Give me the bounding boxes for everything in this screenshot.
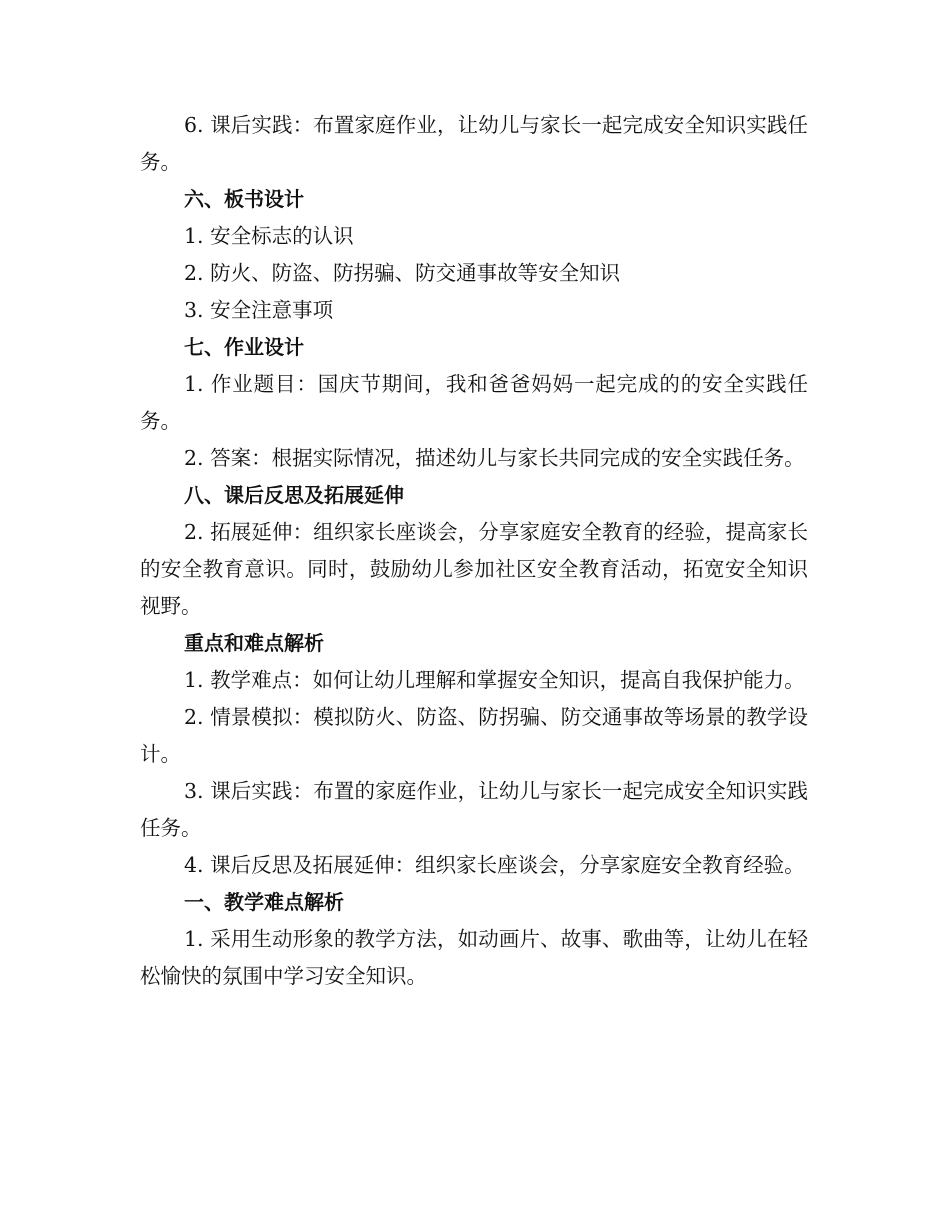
list-item: 2. 拓展延伸：组织家长座谈会，分享家庭安全教育的经验，提高家长的安全教育意识。同时，鼓励幼儿参加社区安全教育活动，拓宽安全知识视野。: [140, 520, 808, 618]
list-item: 4. 课后反思及拓展延伸：组织家长座谈会，分享家庭安全教育经验。: [184, 853, 805, 877]
heading-key-difficult-points: 重点和难点解析: [184, 631, 324, 655]
list-item: 3. 课后实践：布置的家庭作业，让幼儿与家长一起完成安全知识实践任务。: [140, 779, 808, 840]
list-item: 1. 采用生动形象的教学方法，如动画片、故事、歌曲等，让幼儿在轻松愉快的氛围中学习安全知识。: [140, 927, 808, 988]
heading-homework-design: 七、作业设计: [184, 335, 304, 359]
list-item: 3. 安全注意事项: [184, 298, 334, 322]
document-body: [140, 107, 808, 995]
heading-blackboard-design: 六、板书设计: [184, 187, 304, 211]
list-item: 2. 情景模拟：模拟防火、防盗、防拐骗、防交通事故等场景的教学设计。: [140, 705, 808, 766]
list-item: 1. 作业题目：国庆节期间，我和爸爸妈妈一起完成的的安全实践任务。: [140, 372, 808, 433]
list-item: 2. 答案：根据实际情况，描述幼儿与家长共同完成的安全实践任务。: [184, 446, 805, 470]
heading-teaching-difficulty-analysis: 一、教学难点解析: [184, 890, 344, 914]
list-item: 1. 安全标志的认识: [184, 224, 354, 248]
list-item: 1. 教学难点：如何让幼儿理解和掌握安全知识，提高自我保护能力。: [184, 668, 805, 692]
heading-reflection-extension: 八、课后反思及拓展延伸: [184, 483, 404, 507]
list-item: 2. 防火、防盗、防拐骗、防交通事故等安全知识: [184, 261, 621, 285]
paragraph-practice-6: 6. 课后实践：布置家庭作业，让幼儿与家长一起完成安全知识实践任务。: [140, 113, 808, 174]
